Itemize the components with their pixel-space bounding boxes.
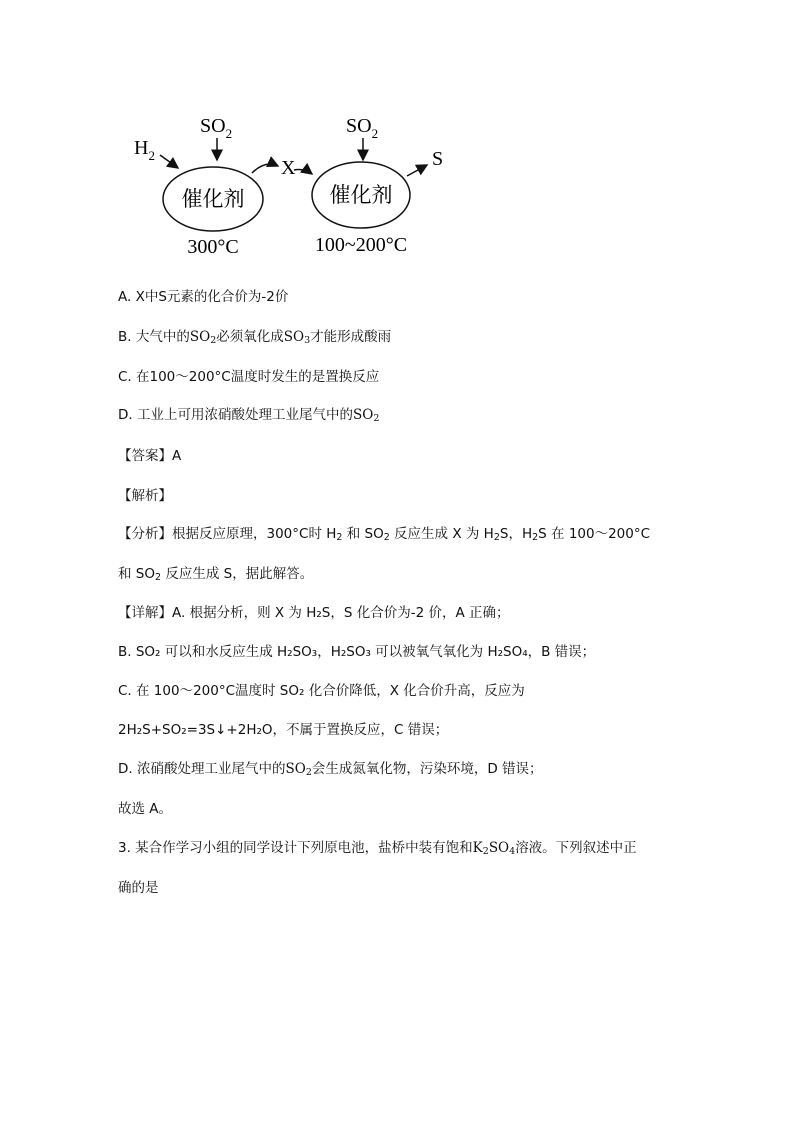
option-a: A. X中S元素的化合价为-2价 — [118, 289, 289, 305]
option-c: C. 在100～200°C温度时发生的是置换反应 — [118, 369, 380, 385]
reaction-diagram-svg — [120, 108, 460, 268]
catalyst-label-2: 催化剂 — [329, 183, 393, 207]
s-arrow — [407, 165, 427, 176]
h2-label: $H_2$ — [134, 137, 155, 163]
analysis-line-4: B. SO₂ 可以和水反应生成 H₂SO₃，H₂SO₃ 可以被氧气氧化为 H₂SO₄，B 错误； — [118, 644, 596, 660]
temp-label-1: 300°C — [187, 236, 239, 258]
option-d: D. 工业上可用浓硝酸处理工业尾气中的$SO_2$ — [118, 407, 380, 424]
so2-label-2: $SO_2$ — [346, 115, 379, 141]
x-label: X — [281, 157, 296, 179]
analysis-title: 【解析】 — [118, 488, 172, 504]
option-b: B. 大气中的$SO_2$必须氧化成$SO_3$才能形成酸雨 — [118, 329, 392, 346]
temp-label-2: 100~200°C — [314, 234, 408, 256]
so2-label-1: $SO_2$ — [200, 115, 233, 141]
analysis-line-3: 【详解】A. 根据分析，则 X 为 H₂S，S 化合价为-2 价，A 正确； — [118, 605, 510, 621]
x-arrow — [252, 164, 278, 173]
reaction-diagram — [120, 108, 460, 268]
h2-arrow — [160, 155, 178, 168]
analysis-line-8: 故选 A。 — [118, 801, 173, 817]
x-arrow-2 — [294, 170, 312, 175]
analysis-line-2: 和 $SO_2$ 反应生成 S，据此解答。 — [118, 566, 314, 583]
s-label: S — [432, 148, 444, 170]
catalyst-label-1: 催化剂 — [181, 187, 245, 211]
analysis-line-1: 【分析】根据反应原理，300°C时 $H_2$ 和 $SO_2$ 反应生成 X 为 $H_2S$，$H_2S$ 在 100～200°C — [118, 526, 651, 543]
analysis-line-7: D. 浓硝酸处理工业尾气中的$SO_2$会生成氮氧化物，污染环境，D 错误； — [118, 761, 543, 778]
answer: 【答案】A — [118, 448, 182, 464]
analysis-line-5: C. 在 100～200°C温度时 SO₂ 化合价降低，X 化合价升高，反应为 — [118, 683, 525, 699]
question-3-line-2: 确的是 — [118, 880, 159, 896]
question-3-line-1: 3. 某合作学习小组的同学设计下列原电池，盐桥中装有饱和$K_2SO_4$溶液。下列叙述中正 — [118, 840, 637, 857]
analysis-line-6: 2H₂S+SO₂=3S↓+2H₂O，不属于置换反应，C 错误； — [118, 722, 449, 738]
